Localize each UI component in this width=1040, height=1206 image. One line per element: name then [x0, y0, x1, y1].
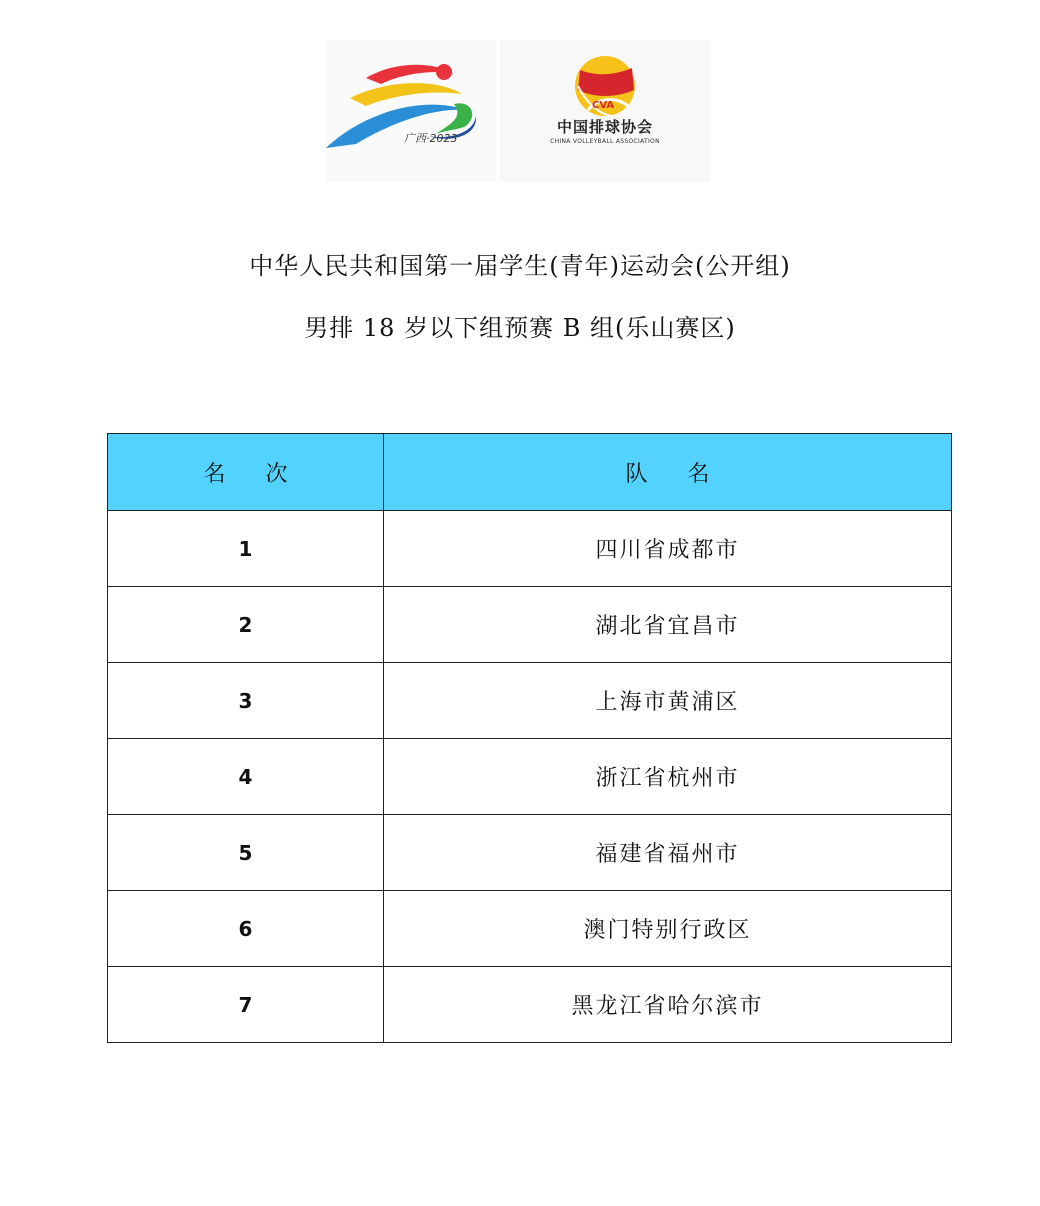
rank-cell: 5 — [108, 815, 384, 891]
rank-cell: 4 — [108, 739, 384, 815]
rank-cell: 6 — [108, 891, 384, 967]
table-row — [108, 739, 952, 815]
table-row — [108, 967, 952, 1043]
team-cell: 黑龙江省哈尔滨市 — [384, 967, 952, 1043]
team-cell: 湖北省宜昌市 — [384, 587, 952, 663]
rank-cell: 1 — [108, 511, 384, 587]
team-cell: 福建省福州市 — [384, 815, 952, 891]
table-header-row — [108, 434, 952, 511]
table-row — [108, 587, 952, 663]
team-cell: 上海市黄浦区 — [384, 663, 952, 739]
table-row — [108, 663, 952, 739]
association-english-name: CHINA VOLLEYBALL ASSOCIATION — [550, 138, 660, 145]
rank-cell: 7 — [108, 967, 384, 1043]
header-logos — [326, 40, 710, 182]
rank-cell: 3 — [108, 663, 384, 739]
page-subtitle: 男排 18 岁以下组预赛 B 组(乐山赛区) — [304, 314, 736, 342]
association-logo — [500, 40, 710, 182]
association-name: 中国排球协会 — [556, 118, 653, 136]
team-cell: 四川省成都市 — [384, 511, 952, 587]
table-row — [108, 815, 952, 891]
table-row — [108, 511, 952, 587]
table-row — [108, 891, 952, 967]
results-table — [107, 433, 952, 1043]
games-logo-text: 广西·2023 — [404, 132, 458, 145]
games-swoosh-icon — [326, 40, 496, 182]
header-rank: 名次 — [108, 434, 384, 511]
games-logo — [326, 40, 496, 182]
team-cell: 澳门特别行政区 — [384, 891, 952, 967]
rank-cell: 2 — [108, 587, 384, 663]
volleyball-badge-icon — [500, 40, 710, 182]
header-team: 队名 — [384, 434, 952, 511]
team-cell: 浙江省杭州市 — [384, 739, 952, 815]
page-title: 中华人民共和国第一届学生(青年)运动会(公开组) — [249, 252, 791, 280]
cva-badge-text: CVA — [592, 100, 615, 111]
